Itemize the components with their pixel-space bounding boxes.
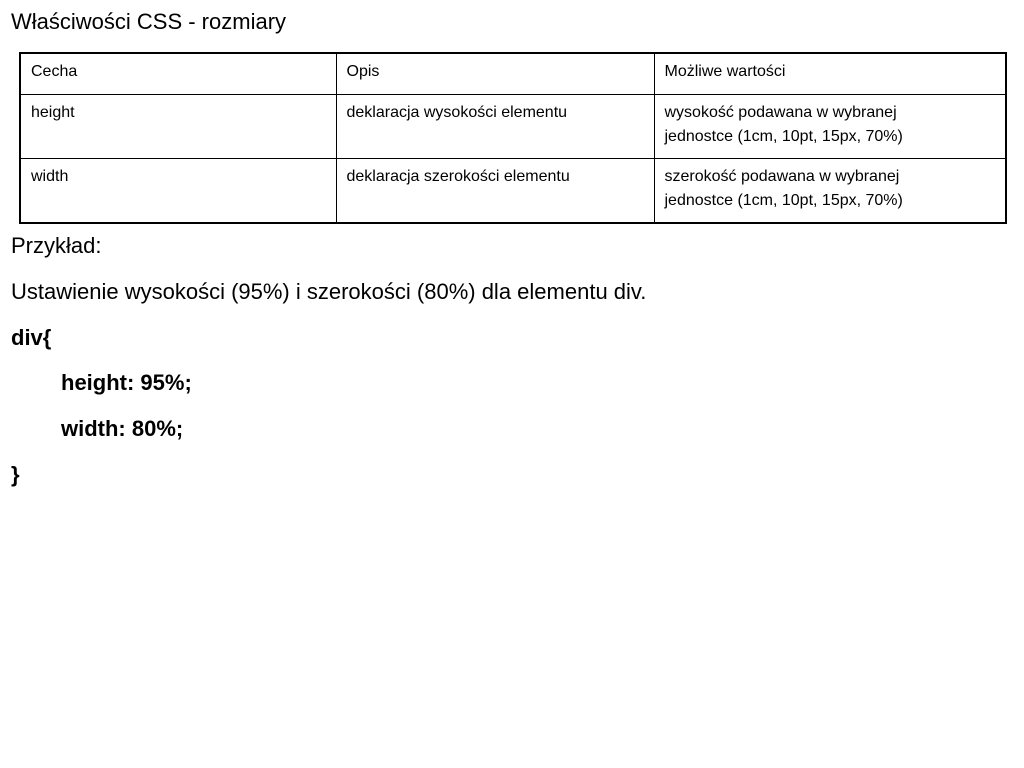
table-header-values: Możliwe wartości [654,53,1006,95]
table-header-description: Opis [336,53,654,95]
code-selector-open: div{ [11,325,52,350]
css-properties-table [19,52,1007,224]
code-selector-close: } [11,462,20,487]
table-cell-values [654,95,1006,159]
table-cell-feature: height [20,95,336,159]
table-row [20,159,1006,224]
example-description: Ustawienie wysokości (95%) i szerokości (80%) dla elementu div. [11,279,647,304]
table-row [20,95,1006,159]
table-cell-feature: width [20,159,336,224]
table-cell-description: deklaracja szerokości elementu [336,159,654,224]
table-header-feature: Cecha [20,53,336,95]
table-cell-values [654,159,1006,224]
table-cell-values-line: jednostce (1cm, 10pt, 15px, 70%) [664,192,903,209]
table-cell-values-line: wysokość podawana w wybranej [664,104,897,121]
code-width-declaration: width: 80%; [61,416,184,441]
example-label: Przykład: [11,233,102,258]
code-height-declaration: height: 95%; [61,370,192,395]
slide-title: Właściwości CSS - rozmiary [11,9,287,34]
table-cell-description: deklaracja wysokości elementu [336,95,654,159]
table-header-row [20,53,1006,95]
table-cell-values-line: szerokość podawana w wybranej [664,168,900,185]
table-cell-values-line: jednostce (1cm, 10pt, 15px, 70%) [664,128,903,145]
